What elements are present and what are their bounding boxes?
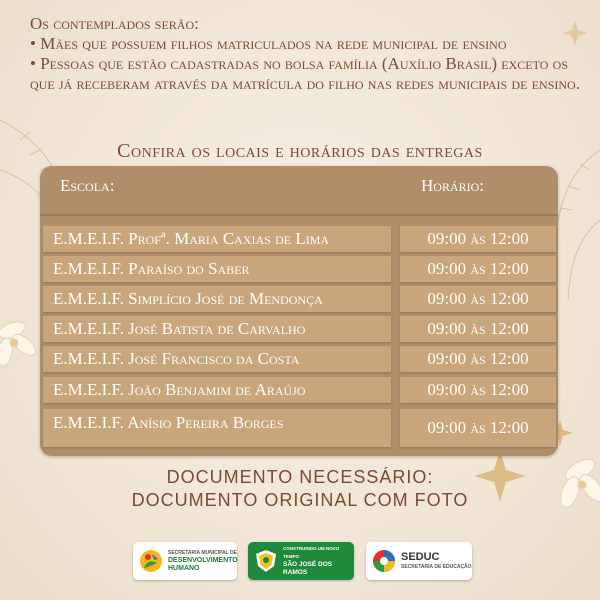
desenvolvimento-humano-logo: [133, 542, 237, 580]
eligibility-section: [30, 14, 585, 94]
school-cell: E.M.E.I.F. José Batista de Carvalho: [43, 316, 391, 342]
school-cell: E.M.E.I.F. José Francisco da Costa: [43, 346, 391, 372]
flower-decoration-left: [0, 319, 39, 367]
logo1-line2: DESENVOLVIMENTO: [168, 557, 238, 564]
sao-jose-dos-ramos-text: [283, 545, 354, 577]
school-cell: E.M.E.I.F. Paraíso do Saber: [43, 256, 391, 282]
eligibility-heading: Os contemplados serão:: [30, 14, 199, 33]
time-cell: 09:00 às 12:00: [400, 226, 556, 252]
header-divider: [40, 214, 558, 216]
school-cell: E.M.E.I.F. Simplício José de Mendonça: [43, 286, 391, 312]
time-cell: 09:00 às 12:00: [400, 409, 556, 447]
eligibility-item-mothers: • Mães que possuem filhos matriculados na rede municipal de ensino: [30, 34, 507, 53]
schedule-table: [40, 166, 558, 456]
sponsor-logos: [0, 542, 600, 582]
logo2-line1: CONSTRUINDO UM NOVO TEMPO: [283, 546, 340, 559]
schedule-subtitle: Confira os locais e horários das entregas: [117, 140, 483, 162]
school-cell: E.M.E.I.F. João Benjamim de Araújo: [43, 377, 391, 403]
seduc-logo: [366, 542, 472, 580]
time-cell: 09:00 às 12:00: [400, 346, 556, 372]
logo2-line2: SÃO JOSÉ DOS RAMOS: [283, 561, 333, 576]
municipal-crest-icon: [253, 548, 279, 574]
logo3-line1: SEDUC: [401, 551, 440, 563]
header-school: Escola:: [60, 176, 115, 195]
school-cell: E.M.E.I.F. Anísio Pereira Borges: [43, 409, 391, 447]
header-time: Horário:: [421, 176, 485, 195]
leaf-decoration-right: [555, 150, 600, 300]
seduc-emblem-icon: [371, 548, 397, 574]
desenvolvimento-humano-text: [168, 549, 238, 573]
time-cell: 09:00 às 12:00: [400, 256, 556, 282]
required-document-heading: DOCUMENTO NECESSÁRIO:: [166, 467, 434, 487]
time-cell: 09:00 às 12:00: [400, 316, 556, 342]
seduc-text: [401, 551, 472, 571]
logo1-line1: SECRETARIA MUNICIPAL DE: [168, 550, 237, 556]
logo3-line2: SECRETARIA DE EDUCAÇÃO: [401, 564, 472, 570]
logo1-line3: HUMANO: [168, 565, 200, 572]
eligibility-item-bolsa-familia: • Pessoas que estão cadastradas no bolsa família (Auxílio Brasil) exceto os que já receberam através da matrícula do filho nas redes municipais de ensino.: [30, 54, 580, 93]
time-cell: 09:00 às 12:00: [400, 286, 556, 312]
required-document-text: DOCUMENTO ORIGINAL COM FOTO: [131, 490, 469, 510]
sun-person-icon: [138, 548, 164, 574]
time-cell: 09:00 às 12:00: [400, 377, 556, 403]
required-document-section: [0, 466, 600, 512]
school-cell: E.M.E.I.F. Profª. Maria Caxias de Lima: [43, 226, 391, 252]
sao-jose-dos-ramos-logo: [248, 542, 354, 580]
